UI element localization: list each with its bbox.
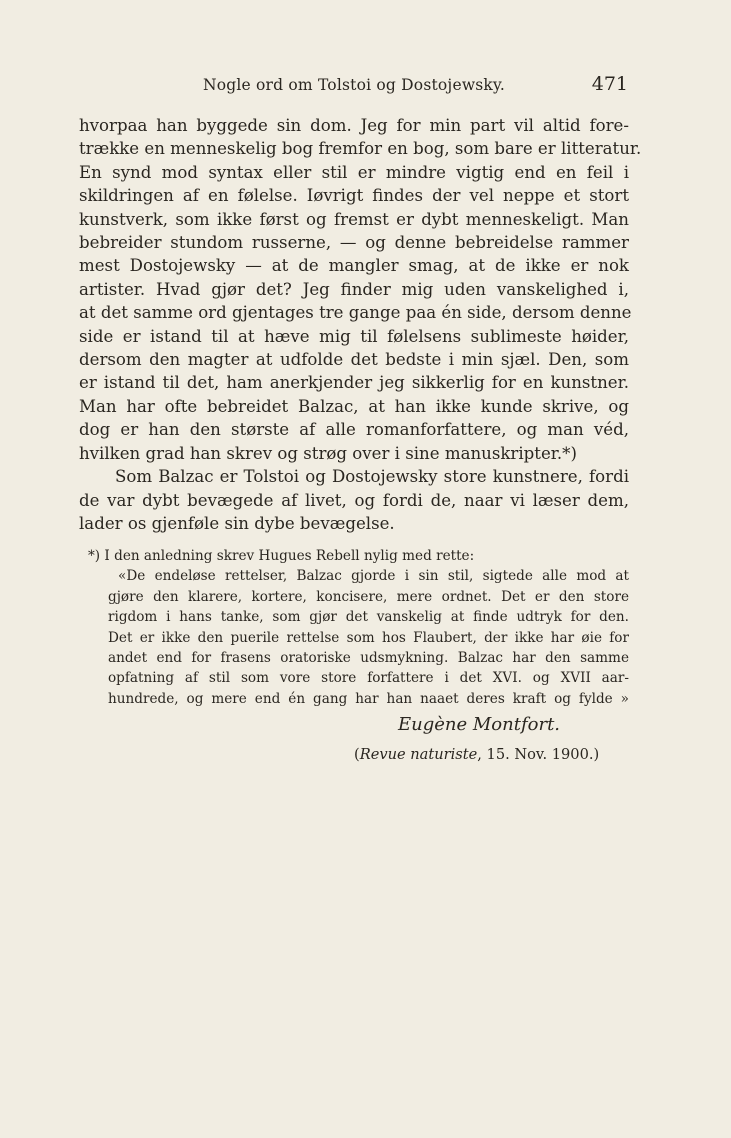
text-line: side er istand til at hæve mig til følelsens sublimeste høider, xyxy=(79,326,629,346)
text-line: de var dybt bevægede af livet, og fordi de, naar vi læser dem, xyxy=(79,490,629,510)
text-line: lader os gjenføle sin dybe bevægelse. xyxy=(79,513,395,533)
text-line: dog er han den største af alle romanforfattere, og man véd, xyxy=(79,420,629,440)
source-date: , 15. Nov. 1900.) xyxy=(477,746,600,763)
source-citation xyxy=(354,746,599,763)
text-line: trække en menneskelig bog fremfor en bog, som bare er litteratur. xyxy=(79,139,642,159)
page-header xyxy=(80,73,628,100)
text-line: artister. Hvad gjør det? Jeg finder mig uden vanskelighed i, xyxy=(79,279,629,299)
text-line: mest Dostojewsky — at de mangler smag, at de ikke er nok xyxy=(79,256,629,276)
footnote-line: «De endeløse rettelser, Balzac gjorde i sin stil, sigtede alle mod at xyxy=(118,568,629,585)
footnote-line: opfatning af stil som vore store forfattere i det XVI. og XVII aar- xyxy=(108,670,629,687)
body-text xyxy=(79,114,642,535)
text-line: Som Balzac er Tolstoi og Dostojewsky store kunstnere, fordi xyxy=(115,467,629,487)
source-open: ( xyxy=(354,746,360,763)
text-line: hvorpaa han byggede sin dom. Jeg for min part vil altid fore- xyxy=(79,116,629,135)
running-title: Nogle ord om Tolstoi og Dostojewsky. xyxy=(202,76,506,94)
text-line: dersom den magter at udfolde det bedste i min sjæl. Den, som xyxy=(79,350,629,370)
text-line: hvilken grad han skrev og strøg over i sine manuskripter.*) xyxy=(79,443,577,463)
text-line: kunstverk, som ikke først og fremst er dybt menneskeligt. Man xyxy=(79,209,629,229)
footnote-line: hundrede, og mere end én gang har han naaet deres kraft og fylde » xyxy=(108,690,629,707)
footnote xyxy=(88,546,629,709)
footnote-line: andet end for frasens oratoriske udsmykning. Balzac har den samme xyxy=(108,650,629,667)
text-line: Man har ofte bebreidet Balzac, at han ikke kunde skrive, og xyxy=(79,396,629,416)
footnote-line: *) I den anledning skrev Hugues Rebell nylig med rette: xyxy=(88,548,475,564)
footnote-line: rigdom i hans tanke, som gjør det vanskelig at finde udtryk for den. xyxy=(108,609,629,626)
text-line: bebreider stundom russerne, — og denne bebreidelse rammer xyxy=(79,233,629,253)
text-line: skildringen af en følelse. Iøvrigt findes der vel neppe et stort xyxy=(79,186,629,206)
footnote-line: gjøre den klarere, kortere, koncisere, mere ordnet. Det er den store xyxy=(108,588,629,605)
text-line: at det samme ord gjentages tre gange paa én side, dersom denne xyxy=(79,303,632,323)
footnote-line: Det er ikke den puerile rettelse som hos Flaubert, der ikke har øie for xyxy=(108,629,629,646)
page-number: 471 xyxy=(591,73,628,95)
author-signature: Eugène Montfort. xyxy=(398,714,561,735)
text-line: er istand til det, ham anerkjender jeg sikkerlig for en kunstner. xyxy=(79,373,629,393)
source-title: Revue naturiste xyxy=(359,746,478,763)
text-line: En synd mod syntax eller stil er mindre vigtig end en feil i xyxy=(79,162,629,182)
